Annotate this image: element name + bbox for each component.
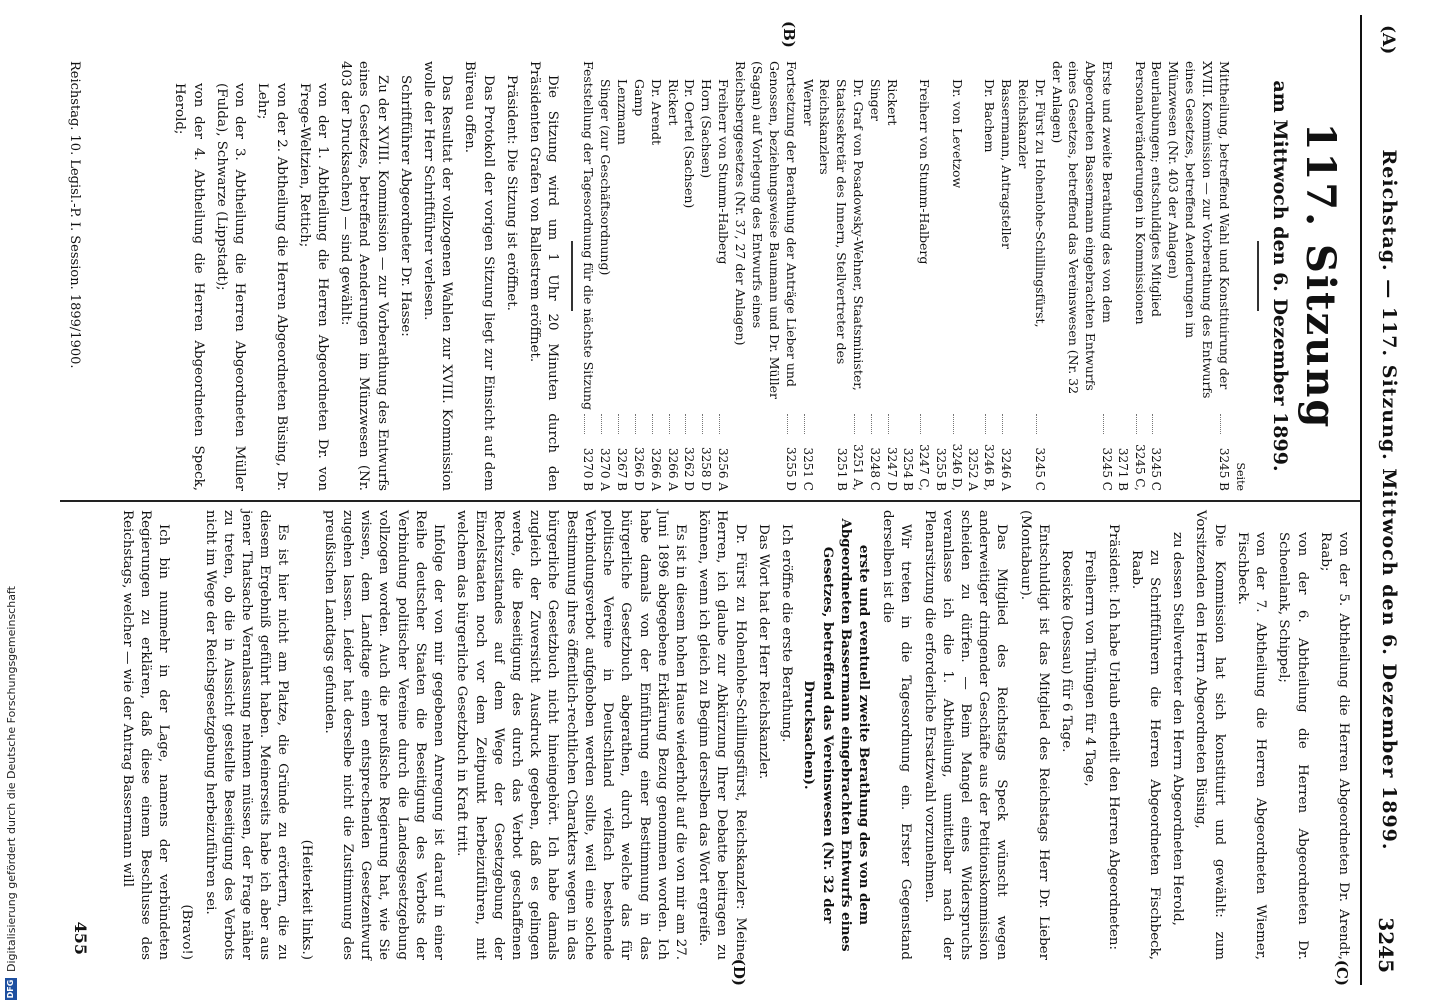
toc-entry-text: Freiherr von Stumm-Halberg bbox=[917, 79, 933, 265]
body-paragraph bbox=[296, 510, 314, 960]
paragraph-text: (Heiterkeit links.) bbox=[298, 839, 314, 960]
toc-entry bbox=[1014, 61, 1048, 491]
toc-leader-dots bbox=[985, 414, 986, 434]
toc-entry-text: Singer (zur Geschäftsordnung) bbox=[598, 79, 614, 276]
toc-entry bbox=[630, 61, 647, 491]
paragraph-text: Das Mitglied des Reichstags Speck wünscht wegen anderweitiger dringender Geschäfte aus der Petitionskommission scheiden zu dürfen. — Beim Mangel eines Widerspruchs veranlasse ich die 1. Abtheilung, unmittelbar nach der Plenarsitzung die erforderliche Ersatzwahl vorzunehmen. bbox=[921, 510, 1010, 960]
toc-rule bbox=[571, 241, 573, 311]
body-paragraph bbox=[1080, 510, 1098, 960]
body-paragraph bbox=[502, 61, 520, 491]
toc-entry-text: Rickert bbox=[665, 79, 681, 126]
toc-entry bbox=[1115, 61, 1147, 491]
paragraph-text: zu dessen Stellvertreter den Herrn Abgeordneten Herold, bbox=[1170, 532, 1186, 926]
margin-mark: (D) bbox=[729, 958, 748, 986]
paragraph-text: Es ist hier nicht am Platze, die Gründe zu erörtern, die zu diesem Ergebniß geführt haben. Meinerseits habe ich aber aus jener Thatsache Veranlassung nehmen müssen, der Frage näher zu treten, ob die in Aussicht gestellte Beseitigung des Verbots nicht im Wege der Reichsgesetzgebung herbeizuführen sei. bbox=[202, 510, 291, 960]
toc-entry-text: Personalveränderungen in Kommissionen bbox=[1132, 61, 1148, 325]
toc-entry bbox=[816, 61, 867, 491]
toc-page-ref: 3247 C, 3254 B bbox=[901, 444, 932, 491]
table-of-contents bbox=[579, 21, 1232, 491]
toc-entry-text: Rickert bbox=[885, 79, 900, 126]
paragraph-text: Roesicke (Dessau) für 6 Tage. bbox=[1059, 550, 1075, 753]
footer-session-info: Reichstag. 10. Legisl.-P. I. Session. 1899/1900. bbox=[67, 61, 82, 369]
toc-page-ref: 3258 D bbox=[699, 447, 714, 491]
paragraph-text: Dr. Fürst zu Hohenlohe-Schillingsfürst, Reichskanzler: Meine Herren, ich glaube zur Abkürzung Ihrer Debatte beitragen zu können, wenn ich gleich zu Beginn derselben das Wort ergreife. bbox=[696, 510, 748, 960]
left-body-text bbox=[170, 61, 561, 491]
toc-page-ref: 3246 A bbox=[999, 447, 1013, 491]
toc-leader-dots bbox=[1002, 414, 1003, 434]
toc-entry bbox=[932, 61, 964, 491]
body-paragraph bbox=[694, 510, 749, 986]
paragraph-text: Ich eröffne die erste Berathung. bbox=[779, 524, 795, 743]
toc-page-ref: 3266 A bbox=[665, 447, 680, 491]
toc-entry-text: Dr. Arendt bbox=[648, 79, 664, 146]
toc-leader-dots bbox=[1036, 414, 1037, 434]
paragraph-text: Ich bin nunmehr in der Lage, namens der verbündeten Regierungen zu erklären, daß diese einem Beschlusse des Reichstags, welcher — wie der Antrag Bassermann will bbox=[119, 510, 172, 960]
dfg-logo: DFG bbox=[6, 979, 15, 999]
body-paragraph bbox=[1057, 510, 1075, 960]
toc-entry-text: Freiherr von Stumm-Halberg bbox=[716, 79, 732, 265]
paragraph-text: Präsident: Die Sitzung ist eröffnet. bbox=[503, 75, 519, 311]
paragraph-text: Die Sitzung wird um 1 Uhr 20 Minuten durch den Präsidenten Grafen von Ballestrem eröffnet. bbox=[527, 61, 561, 491]
toc-entry bbox=[997, 61, 1014, 491]
running-title: Reichstag. — 117. Sitzung. Mittwoch den 6. Dezember 1899. bbox=[1378, 149, 1400, 851]
body-paragraph bbox=[878, 510, 914, 960]
body-paragraph bbox=[336, 61, 391, 491]
paragraph-text: Freiherrn von Thüngen für 4 Tage, bbox=[1082, 550, 1098, 787]
toc-leader-dots bbox=[854, 414, 855, 434]
paragraph-text: Das Wort hat der Herr Reichskanzler. bbox=[755, 524, 771, 780]
toc-entry-text: Fortsetzung der Berathung der Anträge Lieber und Genossen, beziehungsweise Baumann und Dr. Müller (Sagan) auf Vorlegung des Entwurfs eines Reichsberggesetzes (Nr. 37, 27 der Anlagen) bbox=[733, 61, 799, 399]
toc-page-ref: 3245 C bbox=[1032, 447, 1047, 491]
body-paragraph bbox=[777, 510, 795, 960]
paragraph-text: erste und eventuell zweite Berathung des von dem Abgeordneten Bassermann eingebrachten Entwurfs eines Gesetzes, betreffend das Vereinswesen (Nr. 32 der Drucksachen). bbox=[801, 518, 872, 952]
toc-page-ref: 3270 B bbox=[581, 447, 596, 491]
toc-leader-dots bbox=[719, 414, 720, 434]
toc-page-ref: 3266 D bbox=[631, 447, 646, 491]
body-paragraph bbox=[396, 61, 414, 491]
body-paragraph bbox=[320, 510, 448, 960]
page-header bbox=[1372, 15, 1400, 985]
toc-entry-text: Horn (Sachsen) bbox=[699, 79, 715, 179]
toc-leader-dots bbox=[1153, 414, 1154, 434]
right-body-text bbox=[117, 510, 1352, 986]
toc-leader-dots bbox=[669, 414, 670, 434]
sitting-date: am Mittwoch den 6. Dezember 1899. bbox=[1269, 80, 1291, 472]
toc-leader-dots bbox=[953, 414, 954, 434]
sitting-title: 117. Sitzung bbox=[1297, 122, 1344, 430]
toc-page-ref: 3245 B bbox=[1217, 447, 1231, 491]
body-paragraph bbox=[253, 61, 289, 491]
toc-leader-dots bbox=[888, 414, 889, 434]
margin-mark: (C) bbox=[1333, 959, 1351, 986]
body-paragraph bbox=[754, 510, 772, 960]
column-divider bbox=[60, 500, 1360, 502]
digitization-credit bbox=[2, 40, 20, 1000]
body-paragraph bbox=[419, 61, 455, 491]
toc-entry bbox=[596, 61, 613, 491]
toc-entry bbox=[647, 61, 664, 491]
toc-page-ref: 3270 A bbox=[598, 447, 613, 491]
toc-leader-dots bbox=[1136, 414, 1137, 434]
rotated-page-content bbox=[45, 15, 1400, 985]
body-paragraph bbox=[919, 510, 1010, 960]
toc-leader-dots bbox=[584, 414, 585, 434]
paragraph-text: Das Protokoll der vorigen Sitzung liegt zur Einsicht auf dem Büreau offen. bbox=[462, 61, 496, 491]
toc-page-ref: 3246 D, 3255 B bbox=[933, 443, 964, 491]
toc-page-ref: 3266 A bbox=[648, 447, 663, 491]
body-paragraph bbox=[1274, 510, 1310, 960]
toc-leader-dots bbox=[1103, 414, 1104, 434]
toc-entry bbox=[579, 61, 596, 491]
toc-page-ref: 3255 D bbox=[783, 447, 798, 491]
toc-page-ref: 3256 A bbox=[716, 447, 731, 491]
paragraph-text: Zu der XVIII. Kommission — zur Vorberathung des Entwurfs eines Gesetzes, betreffend Aenderungen im Münzwesen (Nr. 403 der Drucksachen) — sind gewählt: bbox=[338, 61, 390, 491]
body-paragraph bbox=[1127, 510, 1163, 960]
header-rule bbox=[1360, 15, 1362, 985]
paragraph-text: von der 1. Abtheilung die Herren Abgeordneten Dr. von Frege-Weltzien, Rettich; bbox=[296, 83, 330, 491]
toc-entry-text: Mittheilung, betreffend Wahl und Konstituirung der XVIII. Kommission — zur Vorberathung des Entwurfs eines Gesetzes, betreffend Aenderungen im Münzwesen (Nr. 403 der Anlagen) bbox=[1166, 61, 1232, 399]
body-paragraph bbox=[452, 510, 689, 960]
paragraph-text: Präsident: Ich habe Urlaub ertheilt den Herren Abgeordneten: bbox=[1105, 524, 1121, 951]
seite-label: Seite bbox=[1234, 462, 1247, 491]
title-rule bbox=[1257, 241, 1259, 311]
toc-entry bbox=[731, 21, 799, 491]
toc-page-ref: 3262 D bbox=[682, 447, 697, 491]
paragraph-text: Die Kommission hat sich konstituirt und gewählt: zum Vorsitzenden den Herrn Abgeordneten Büsing, bbox=[1193, 510, 1227, 960]
page-number: 3245 bbox=[1374, 917, 1398, 973]
body-paragraph bbox=[800, 510, 873, 960]
paragraph-text: Entschuldigt ist das Mitglied des Reichstags Herr Dr. Lieber (Montabaur). bbox=[1017, 510, 1051, 960]
toc-entry-text: Dr. Oertel (Sachsen) bbox=[682, 79, 698, 209]
body-paragraph bbox=[212, 61, 248, 491]
toc-entry-text: Gamp bbox=[631, 79, 647, 117]
toc-page-ref: 3245 C, 3271 B bbox=[1116, 444, 1147, 491]
toc-leader-dots bbox=[618, 414, 619, 434]
paragraph-text: von der 2. Abtheilung die Herren Abgeordneten Büsing, Dr. Lehr; bbox=[255, 83, 289, 491]
left-column bbox=[165, 21, 1352, 491]
toc-entry-text: Feststellung der Tagesordnung für die nächste Sitzung bbox=[581, 61, 597, 410]
body-paragraph bbox=[170, 61, 206, 491]
toc-page-ref: 3245 C bbox=[1100, 447, 1115, 491]
paragraph-text: Wir treten in die Tagesordnung ein. Erster Gegenstand derselben ist die bbox=[880, 510, 914, 960]
toc-entry bbox=[714, 61, 731, 491]
toc-page-ref: 3247 D bbox=[885, 447, 899, 491]
toc-entry-text: Erste und zweite Berathung des von dem Abgeordneten Bassermann eingebrachten Entwurfs eines Gesetzes, betreffend das Vereinswesen (Nr. 32 der Anlagen) bbox=[1049, 61, 1116, 395]
toc-entry-text: Werner bbox=[800, 79, 816, 126]
toc-leader-dots bbox=[686, 414, 687, 434]
toc-page-ref: 3251 C bbox=[800, 447, 815, 491]
toc-entry bbox=[681, 61, 698, 491]
body-paragraph bbox=[177, 510, 195, 960]
paragraph-text: von der 3. Abtheilung die Herren Abgeordneten Müller (Fulda), Schwarze (Lippstadt); bbox=[213, 83, 248, 491]
toc-leader-dots bbox=[652, 414, 653, 434]
body-paragraph bbox=[295, 61, 331, 491]
paragraph-text: Schriftführer Abgeordneter Dr. Hasse: bbox=[397, 75, 413, 337]
body-paragraph bbox=[1316, 510, 1352, 986]
toc-page-ref: 3267 B bbox=[615, 447, 629, 491]
toc-entry-text: Lenzmann bbox=[615, 79, 630, 145]
body-paragraph bbox=[200, 510, 291, 960]
paragraph-text: von der 5. Abtheilung die Herren Abgeordneten Dr. Arendt, Raab; bbox=[1317, 532, 1351, 960]
paragraph-text: von der 7. Abtheilung die Herren Abgeordneten Wiemer, Fischbeck. bbox=[1234, 532, 1269, 960]
body-paragraph bbox=[1233, 510, 1269, 960]
toc-entry-text: Dr. Bachem bbox=[982, 79, 998, 153]
body-paragraph bbox=[1103, 510, 1121, 960]
body-paragraph bbox=[117, 510, 172, 960]
toc-entry bbox=[900, 61, 932, 491]
toc-leader-dots bbox=[702, 414, 703, 434]
toc-entry bbox=[664, 61, 681, 491]
toc-entry-text: Beurlaubungen; entschuldigtes Mitglied bbox=[1149, 61, 1165, 317]
toc-entry bbox=[799, 61, 816, 491]
toc-entry bbox=[1048, 61, 1116, 491]
toc-leader-dots bbox=[601, 414, 602, 434]
toc-entry-text: Bassermann, Antragsteller bbox=[999, 79, 1014, 249]
digitization-credit-text: Digitalisierung gefördert durch die Deutsche Forschungsgemeinschaft bbox=[4, 586, 18, 972]
paragraph-text: von der 4. Abtheilung die Herren Abgeordneten Speck, Herold; bbox=[172, 83, 206, 491]
signature-number: 455 bbox=[71, 921, 90, 955]
paragraph-text: Infolge der von mir gegebenen Anregung ist darauf in einer Reihe deutscher Staaten die Beseitigung des Verbots der Verbindung politischer Vereine durch die Landesgesetzgebung vollzogen worden. Auch die preußische Regierung hat, wie Sie wissen, dem Landtage einen entsprechenden Gesetzentwurf zugehen lassen. Leider hat derselbe nicht die Zustimmung des preußischen Landtags gefunden. bbox=[321, 510, 447, 960]
toc-leader-dots bbox=[871, 414, 872, 434]
toc-page-ref: 3248 C bbox=[868, 447, 883, 491]
toc-leader-dots bbox=[920, 414, 921, 434]
toc-entry-text: Dr. von Levetzow bbox=[949, 79, 965, 189]
body-paragraph bbox=[460, 61, 496, 491]
body-paragraph bbox=[1168, 510, 1186, 960]
right-column bbox=[112, 510, 1352, 986]
toc-entry bbox=[965, 61, 997, 491]
toc-entry bbox=[698, 61, 715, 491]
toc-page-ref: 3245 C bbox=[1149, 447, 1164, 491]
toc-leader-dots bbox=[787, 414, 788, 434]
toc-entry bbox=[1148, 61, 1165, 491]
paragraph-text: (Bravo!) bbox=[179, 904, 195, 960]
toc-page-ref: 3251 A, 3251 B bbox=[835, 444, 866, 491]
toc-entry-text: Dr. Fürst zu Hohenlohe-Schillingsfürst, Reichskanzler bbox=[1015, 79, 1048, 328]
body-paragraph bbox=[1191, 510, 1227, 960]
toc-entry bbox=[1165, 61, 1233, 491]
toc-entry bbox=[866, 61, 883, 491]
toc-entry bbox=[613, 61, 630, 491]
body-paragraph bbox=[1016, 510, 1052, 960]
toc-entry-text: Singer bbox=[868, 79, 884, 121]
toc-leader-dots bbox=[1220, 414, 1221, 434]
paragraph-text: von der 6. Abtheilung die Herren Abgeordneten Dr. Schoenlank, Schippel; bbox=[1276, 532, 1310, 960]
toc-leader-dots bbox=[635, 414, 636, 434]
toc-leader-dots bbox=[804, 414, 805, 434]
toc-entry-text: Dr. Graf von Posadowsky-Wehner, Staatsminister, Staatssekretär des Innern, Stellvertreter des Reichskanzlers bbox=[817, 79, 867, 391]
margin-mark-a: (A) bbox=[1378, 25, 1398, 55]
paragraph-text: zu Schriftführern die Herren Abgeordneten Fischbeck, Raab. bbox=[1128, 550, 1163, 960]
margin-mark: (B) bbox=[779, 21, 798, 48]
page-footer bbox=[67, 61, 82, 491]
toc-page-ref: 3246 B, 3252 A bbox=[965, 444, 997, 491]
body-paragraph bbox=[525, 61, 561, 491]
toc-entry bbox=[883, 61, 900, 491]
paragraph-text: Das Resultat der vollzogenen Wahlen zur XVIII. Kommission wolle der Herr Schriftführer verlesen. bbox=[421, 61, 455, 491]
paragraph-text: Es ist in diesem hohen Hause wiederholt auf die von mir am 27. Juni 1896 abgegebene Erklärung Bezug genommen worden. Ich habe damals von der Einführung einer Bestimmung in das bürgerliche Gesetzbuch abgerathen, durch welche das für politische Vereine in Deutschland vielfach bestehende Verbindungsverbot aufgehoben werden sollte, weil eine solche Bestimmung ihres öffentlich-rechtlichen Charakters wegen in das bürgerliche Gesetzbuch nicht hineingehört. Ich habe damals zugleich der Zuversicht Ausdruck gegeben, daß es gelingen werde, die Beseitigung des durch das Verbot geschaffenen Rechtszustandes auf dem Wege der Gesetzgebung der Einzelstaaten noch vor dem Zeitpunkt herbeizuführen, mit welchem das bürgerliche Gesetzbuch in Kraft tritt. bbox=[454, 510, 688, 960]
